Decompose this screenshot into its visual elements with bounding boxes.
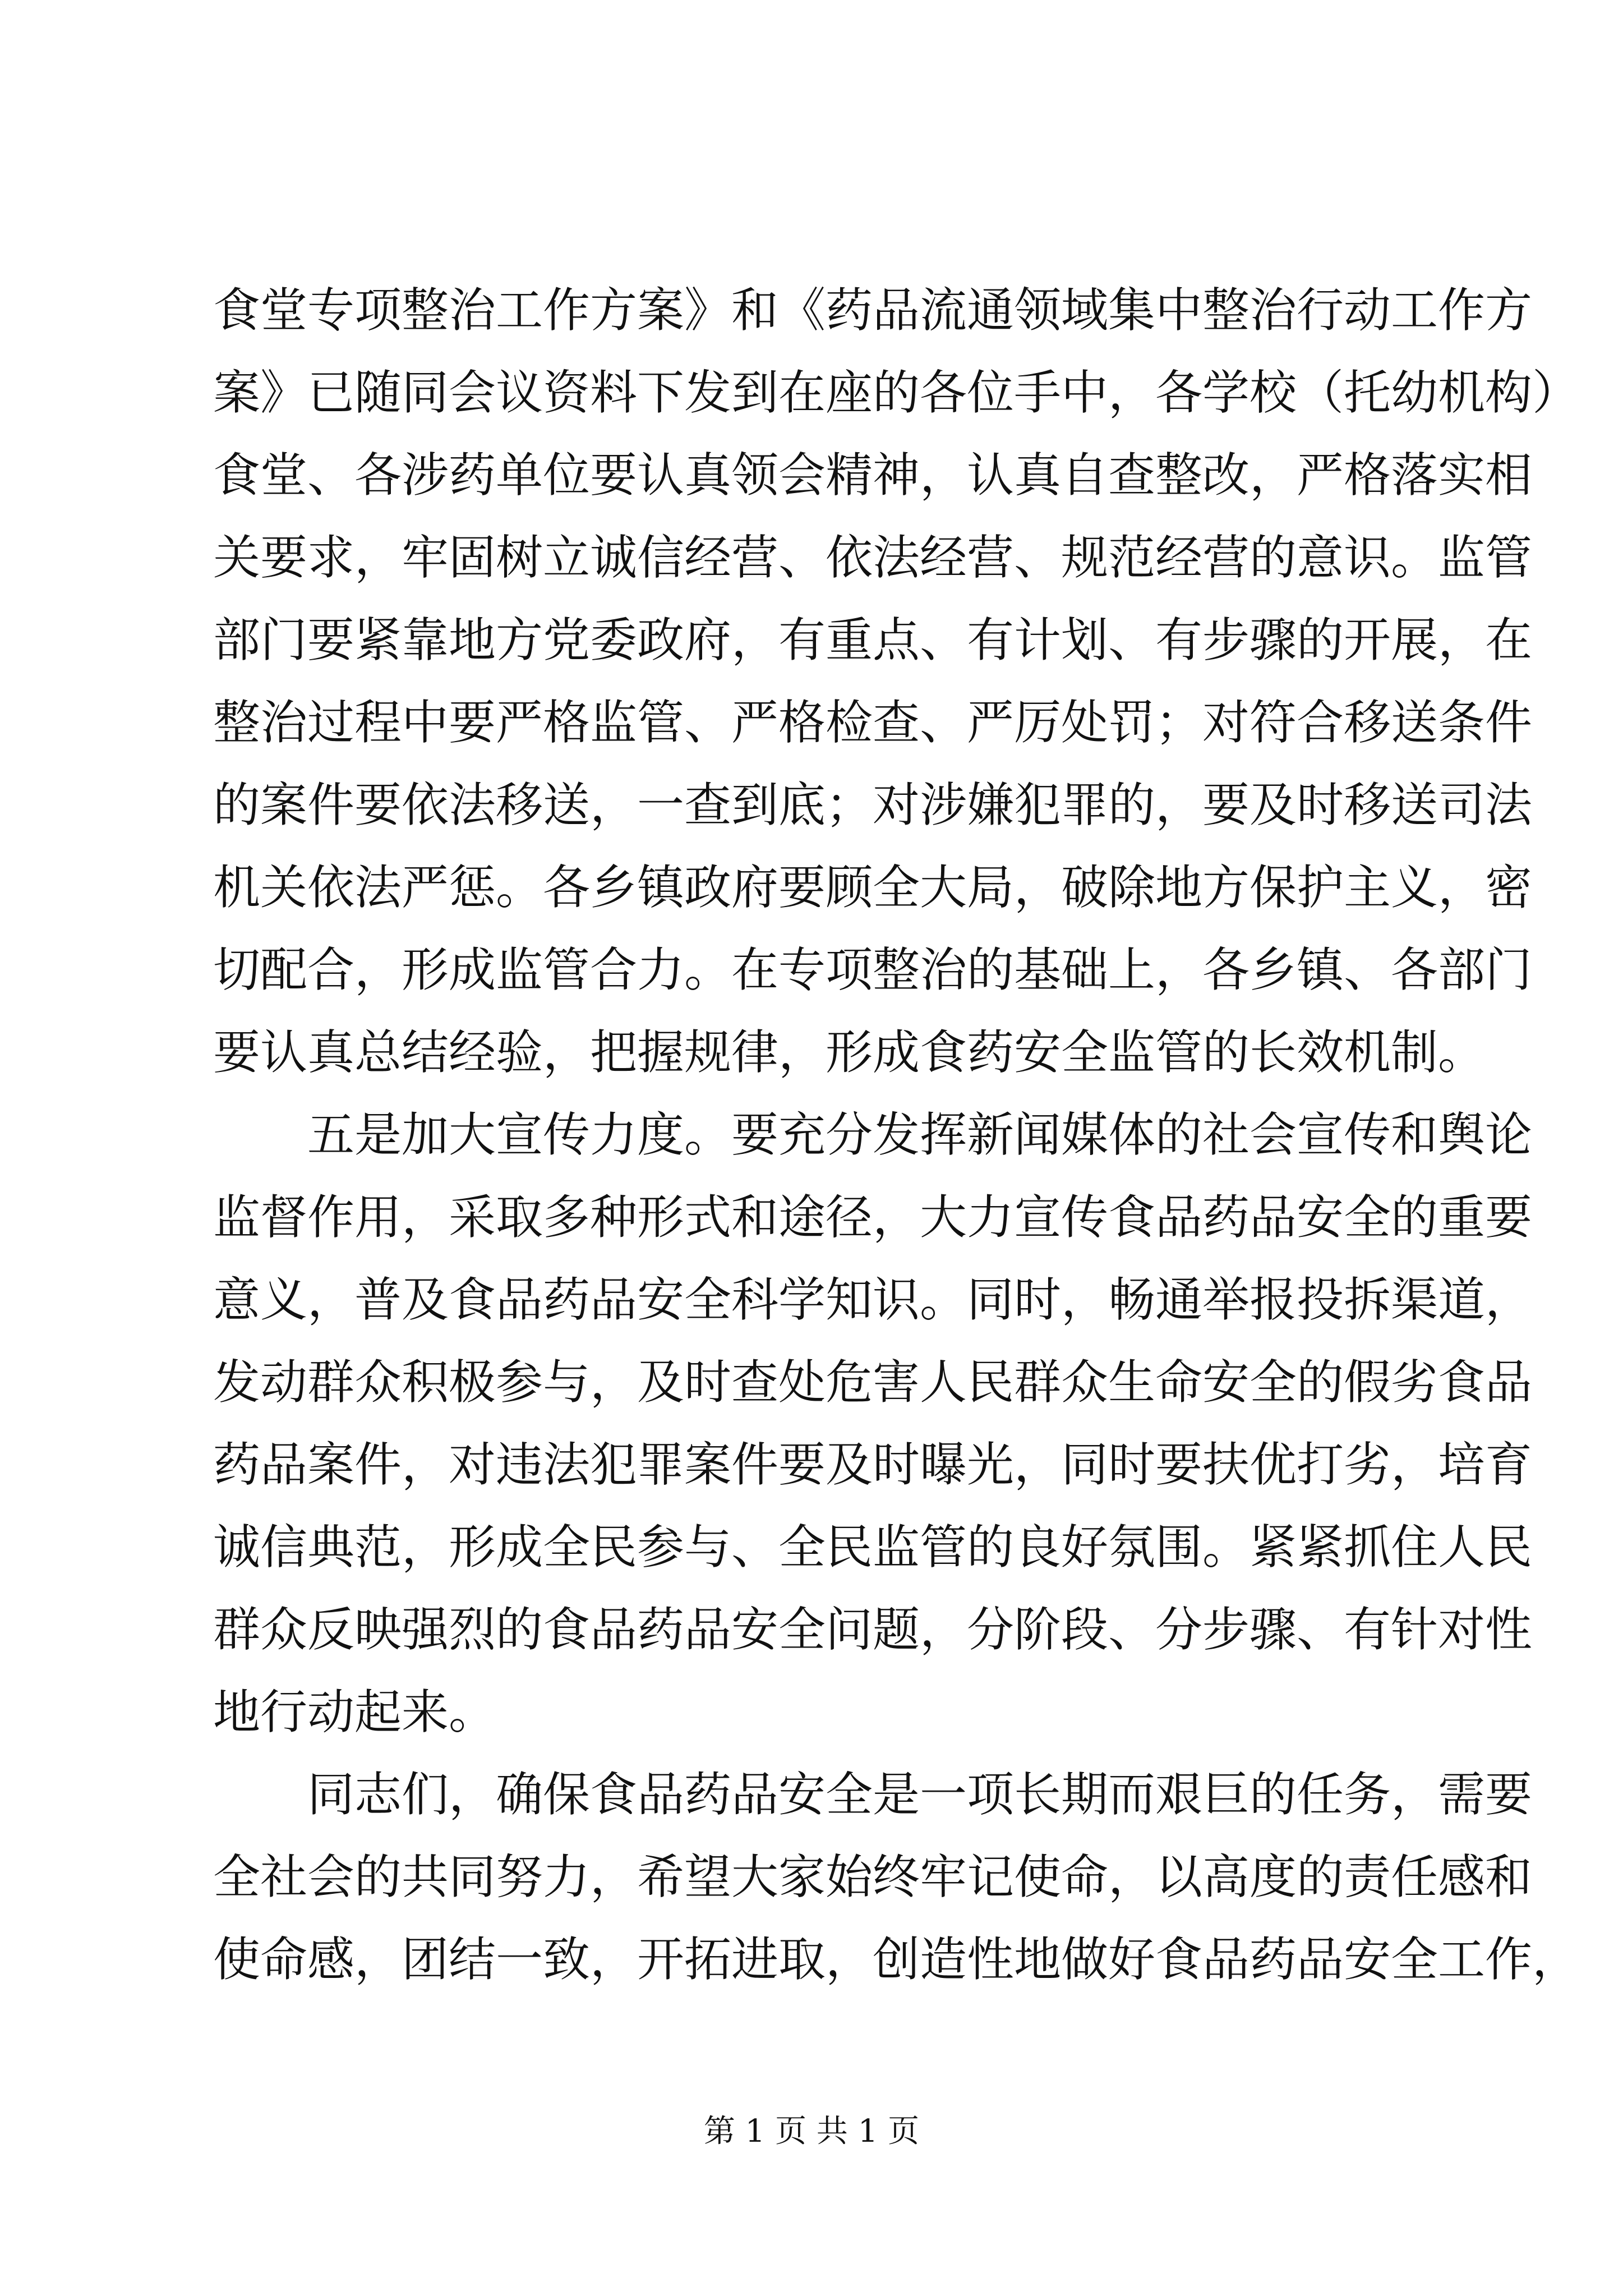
paragraph-line: 案》已随同会议资料下发到在座的各位手中，各学校（托幼机构）	[213, 365, 1580, 420]
paragraph-line: 整治过程中要严格监管、严格检查、严厉处罚；对符合移送条件	[213, 695, 1533, 750]
paragraph-line: 食堂专项整治工作方案》和《药品流通领域集中整治行动工作方	[213, 283, 1533, 338]
paragraph-line: 诚信典范，形成全民参与、全民监管的良好氛围。紧紧抓住人民	[213, 1520, 1533, 1575]
paragraph-line: 地行动起来。	[213, 1685, 496, 1740]
paragraph-line: 食堂、各涉药单位要认真领会精神，认真自查整改，严格落实相	[213, 448, 1533, 503]
paragraph-line: 意义，普及食品药品安全科学知识。同时，畅通举报投拆渠道，	[213, 1272, 1533, 1327]
page-footer	[0, 2109, 1623, 2154]
paragraph-line: 发动群众积极参与，及时查处危害人民群众生命安全的假劣食品	[213, 1355, 1533, 1410]
paragraph-line: 五是加大宣传力度。要充分发挥新闻媒体的社会宣传和舆论	[307, 1107, 1533, 1162]
paragraph-line: 关要求，牢固树立诚信经营、依法经营、规范经营的意识。监管	[213, 530, 1533, 585]
paragraph-line: 机关依法严惩。各乡镇政府要顾全大局，破除地方保护主义，密	[213, 860, 1533, 915]
paragraph-line: 同志们，确保食品药品安全是一项长期而艰巨的任务，需要	[307, 1767, 1533, 1822]
document-body	[213, 269, 1580, 2001]
paragraph-line: 监督作用，采取多种形式和途径，大力宣传食品药品安全的重要	[213, 1190, 1533, 1245]
paragraph-line: 切配合，形成监管合力。在专项整治的基础上，各乡镇、各部门	[213, 942, 1533, 997]
paragraph-line: 药品案件，对违法犯罪案件要及时曝光，同时要扶优打劣，培育	[213, 1437, 1533, 1492]
paragraph-line: 要认真总结经验，把握规律，形成食药安全监管的长效机制。	[213, 1025, 1486, 1080]
paragraph-line: 部门要紧靠地方党委政府，有重点、有计划、有步骤的开展，在	[213, 613, 1533, 668]
paragraph-line: 全社会的共同努力，希望大家始终牢记使命，以高度的责任感和	[213, 1849, 1533, 1904]
paragraph-line: 使命感，团结一致，开拓进取，创造性地做好食品药品安全工作，	[213, 1932, 1580, 1987]
paragraph-line: 的案件要依法移送，一查到底；对涉嫌犯罪的，要及时移送司法	[213, 777, 1533, 832]
paragraph-line: 群众反映强烈的食品药品安全问题，分阶段、分步骤、有针对性	[213, 1602, 1533, 1657]
page-number-label: 第 1 页 共 1 页	[703, 2113, 920, 2150]
